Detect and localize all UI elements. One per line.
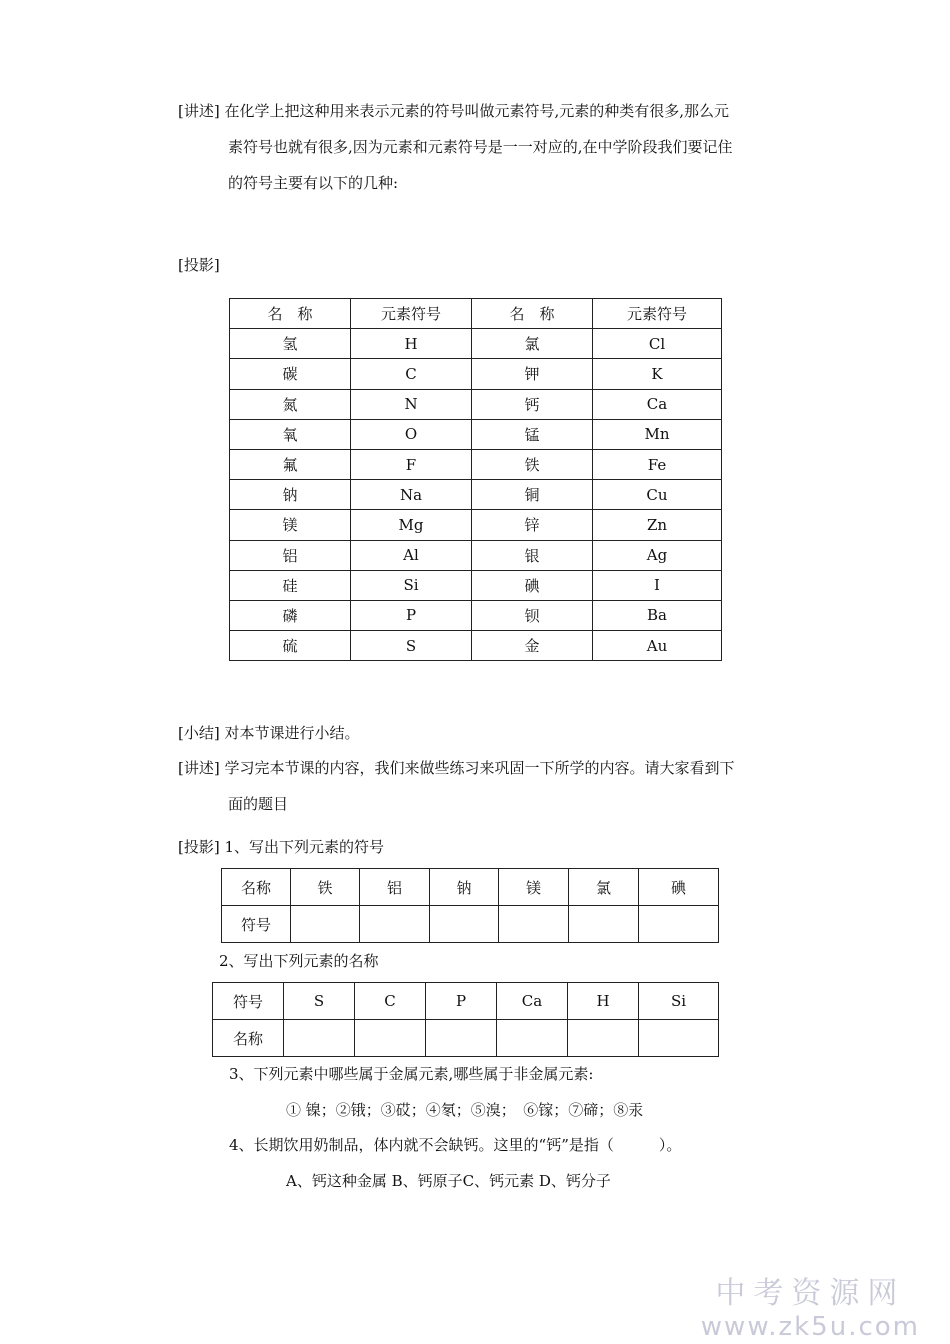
table-cell: 碳 xyxy=(230,359,351,389)
table-cell: Al xyxy=(351,540,472,570)
element-symbol-table-body xyxy=(230,299,722,661)
table-cell: Zn xyxy=(593,510,722,540)
intro-line-2: 素符号也就有很多,因为元素和元素符号是一一对应的,在中学阶段我们要记住 xyxy=(228,138,733,156)
table-cell: 碘 xyxy=(639,869,719,906)
table-cell: 元素符号 xyxy=(351,299,472,329)
table-cell: 名称 xyxy=(213,1020,284,1057)
table-cell: H xyxy=(568,983,639,1020)
table-cell: S xyxy=(284,983,355,1020)
table-row xyxy=(230,389,722,419)
table-cell: 氧 xyxy=(230,419,351,449)
table-cell: I xyxy=(593,570,722,600)
intro-line-3: 的符号主要有以下的几种: xyxy=(228,174,399,192)
question-2-table xyxy=(212,982,719,1057)
question-3-title: 3、下列元素中哪些属于金属元素,哪些属于非金属元素: xyxy=(229,1065,594,1083)
table-cell: 金 xyxy=(472,631,593,661)
table-cell: Si xyxy=(351,570,472,600)
table-cell: F xyxy=(351,449,472,479)
answer-cell[interactable] xyxy=(284,1020,355,1057)
intro-paragraph xyxy=(178,93,818,201)
table-cell: Ag xyxy=(593,540,722,570)
table-cell: S xyxy=(351,631,472,661)
table-cell: 磷 xyxy=(230,600,351,630)
answer-cell[interactable] xyxy=(569,906,639,943)
table-cell: 氮 xyxy=(230,389,351,419)
table-cell: 名 称 xyxy=(472,299,593,329)
question-1-name-row xyxy=(222,869,719,906)
table-cell: 铝 xyxy=(230,540,351,570)
table-cell: 硅 xyxy=(230,570,351,600)
summary-text: [小结] 对本节课进行小结。 xyxy=(178,724,360,742)
watermark-logo xyxy=(701,1268,920,1342)
table-cell: 符号 xyxy=(222,906,291,943)
question-3-options: ① 镍；②锇；③砹；④氡；⑤溴； ⑥镓；⑦碲；⑧汞 xyxy=(286,1101,644,1119)
table-cell: 名称 xyxy=(222,869,291,906)
answer-cell[interactable] xyxy=(639,1020,719,1057)
table-cell: 钠 xyxy=(230,480,351,510)
table-cell: 镁 xyxy=(230,510,351,540)
table-cell: Fe xyxy=(593,449,722,479)
table-cell: 钠 xyxy=(430,869,499,906)
table-cell: Si xyxy=(639,983,719,1020)
table-row xyxy=(230,540,722,570)
table-cell: 名 称 xyxy=(230,299,351,329)
table-row xyxy=(230,510,722,540)
question-4-choices: A、钙这种金属 B、钙原子C、钙元素 D、钙分子 xyxy=(286,1172,611,1190)
answer-cell[interactable] xyxy=(639,906,719,943)
element-symbol-table xyxy=(229,298,722,661)
answer-cell[interactable] xyxy=(568,1020,639,1057)
table-cell: 符号 xyxy=(213,983,284,1020)
table-row xyxy=(230,631,722,661)
table-cell: 钡 xyxy=(472,600,593,630)
lecture-line-1: [讲述] 学习完本节课的内容，我们来做些练习来巩固一下所学的内容。请大家看到下 xyxy=(178,759,735,777)
table-row xyxy=(230,600,722,630)
table-cell: Na xyxy=(351,480,472,510)
table-cell: C xyxy=(351,359,472,389)
table-cell: 镁 xyxy=(499,869,569,906)
table-cell: K xyxy=(593,359,722,389)
table-row xyxy=(230,449,722,479)
table-cell: P xyxy=(426,983,497,1020)
table-cell: 铜 xyxy=(472,480,593,510)
table-cell: Cu xyxy=(593,480,722,510)
table-row xyxy=(230,329,722,359)
table-cell: Mg xyxy=(351,510,472,540)
table-cell: 硫 xyxy=(230,631,351,661)
question-1-table xyxy=(221,868,719,943)
table-row xyxy=(230,570,722,600)
table-cell: 元素符号 xyxy=(593,299,722,329)
table-cell: Ca xyxy=(497,983,568,1020)
table-cell: Ba xyxy=(593,600,722,630)
table-cell: 铁 xyxy=(291,869,360,906)
table-cell: P xyxy=(351,600,472,630)
table-cell: 氯 xyxy=(472,329,593,359)
table-cell: Au xyxy=(593,631,722,661)
question-1-title: [投影] 1、写出下列元素的符号 xyxy=(178,838,385,856)
table-header-row xyxy=(230,299,722,329)
table-cell: C xyxy=(355,983,426,1020)
table-cell: H xyxy=(351,329,472,359)
question-2-symbol-row xyxy=(213,983,719,1020)
table-cell: 氢 xyxy=(230,329,351,359)
table-cell: N xyxy=(351,389,472,419)
projection-label: [投影] xyxy=(178,256,220,274)
question-1-symbol-row xyxy=(222,906,719,943)
table-cell: Mn xyxy=(593,419,722,449)
answer-cell[interactable] xyxy=(497,1020,568,1057)
table-cell: Ca xyxy=(593,389,722,419)
answer-cell[interactable] xyxy=(430,906,499,943)
table-cell: 钙 xyxy=(472,389,593,419)
table-cell: 银 xyxy=(472,540,593,570)
answer-cell[interactable] xyxy=(355,1020,426,1057)
table-cell: 氯 xyxy=(569,869,639,906)
table-cell: 钾 xyxy=(472,359,593,389)
table-cell: 锰 xyxy=(472,419,593,449)
table-row xyxy=(230,419,722,449)
answer-cell[interactable] xyxy=(291,906,360,943)
intro-line-1: [讲述] 在化学上把这种用来表示元素的符号叫做元素符号,元素的种类有很多,那么元 xyxy=(178,102,730,120)
watermark-url: www.zk5u.com xyxy=(700,1312,920,1342)
answer-cell[interactable] xyxy=(360,906,430,943)
table-cell: Cl xyxy=(593,329,722,359)
lecture-paragraph xyxy=(178,750,818,822)
table-row xyxy=(230,359,722,389)
question-4-title: 4、长期饮用奶制品，体内就不会缺钙。这里的“钙”是指（ ）。 xyxy=(229,1136,682,1154)
table-cell: 氟 xyxy=(230,449,351,479)
question-2-name-row xyxy=(213,1020,719,1057)
table-cell: 铁 xyxy=(472,449,593,479)
table-cell: 锌 xyxy=(472,510,593,540)
answer-cell[interactable] xyxy=(426,1020,497,1057)
table-cell: 铝 xyxy=(360,869,430,906)
answer-cell[interactable] xyxy=(499,906,569,943)
watermark-text: 中考资源网 xyxy=(715,1276,906,1311)
question-2-title: 2、写出下列元素的名称 xyxy=(219,952,379,970)
lecture-line-2: 面的题目 xyxy=(228,795,289,813)
table-cell: O xyxy=(351,419,472,449)
table-cell: 碘 xyxy=(472,570,593,600)
table-row xyxy=(230,480,722,510)
